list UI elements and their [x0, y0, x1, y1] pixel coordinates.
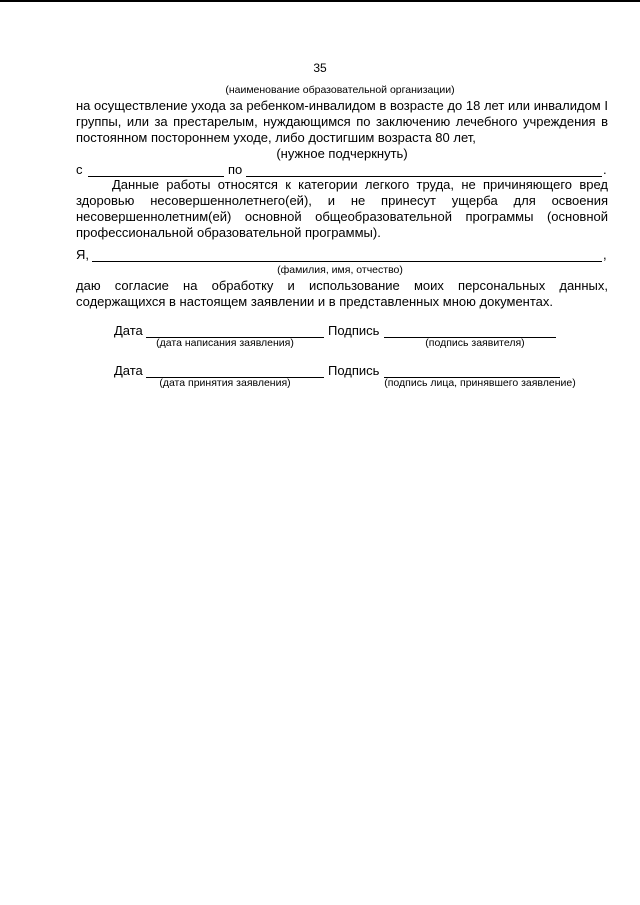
- applicant-signature-caption: (подпись заявителя): [425, 337, 525, 349]
- application-date-field[interactable]: [146, 323, 324, 338]
- receiver-signature-field[interactable]: [384, 363, 560, 378]
- acceptance-date-caption: (дата принятия заявления): [159, 377, 291, 389]
- care-paragraph: [76, 98, 608, 146]
- period-to-label: по: [228, 162, 243, 177]
- care-paragraph-line: на осуществление ухода за ребенком-инвалидом в возрасте до 18 лет или инвалидом I: [76, 98, 608, 113]
- ya-label: Я,: [76, 247, 89, 262]
- work-category-line: Данные работы относятся к категории легкого труда, не причиняющего вред: [112, 177, 608, 192]
- page-number: 35: [313, 61, 327, 75]
- org-name-caption: (наименование образовательной организации): [225, 84, 455, 96]
- work-category-paragraph: [76, 177, 608, 241]
- date-label: Дата: [114, 363, 143, 378]
- page-top-border: [0, 0, 640, 2]
- fio-caption: (фамилия, имя, отчество): [277, 264, 403, 276]
- applicant-name-row: [76, 247, 608, 263]
- applicant-name-end-mark: ,: [603, 247, 607, 262]
- consent-line: даю согласие на обработку и использование моих персональных данных,: [76, 278, 608, 293]
- period-from-label: с: [76, 162, 83, 177]
- care-paragraph-line: постоянном постороннем уходе, либо достигшим возраста 80 лет,: [76, 130, 476, 145]
- consent-paragraph: [76, 278, 608, 310]
- work-category-line: несовершеннолетним(ей) основной общеобразовательной программы (основной: [76, 209, 608, 224]
- care-paragraph-line: группы, или за престарелым, нуждающимся по заключению лечебного учреждения в: [76, 114, 608, 129]
- applicant-name-field[interactable]: [92, 247, 602, 262]
- signature-label: Подпись: [328, 363, 380, 378]
- consent-line: содержащихся в настоящем заявлении и в представленных мною документах.: [76, 294, 554, 309]
- period-to-field[interactable]: [246, 162, 602, 177]
- period-end-mark: .: [603, 162, 607, 177]
- work-period-row: [76, 162, 608, 178]
- applicant-signature-field[interactable]: [384, 323, 556, 338]
- date-label: Дата: [114, 323, 143, 338]
- acceptance-date-field[interactable]: [146, 363, 324, 378]
- application-date-caption: (дата написания заявления): [156, 337, 294, 349]
- receiver-signature-caption: (подпись лица, принявшего заявление): [384, 377, 576, 389]
- signature-label: Подпись: [328, 323, 380, 338]
- underline-note: (нужное подчеркнуть): [276, 146, 408, 161]
- work-category-line: профессиональной образовательной программы).: [76, 225, 381, 240]
- work-category-line: здоровью несовершеннолетнего(ей), и не принесут ущерба для освоения: [76, 193, 608, 208]
- period-from-field[interactable]: [88, 162, 224, 177]
